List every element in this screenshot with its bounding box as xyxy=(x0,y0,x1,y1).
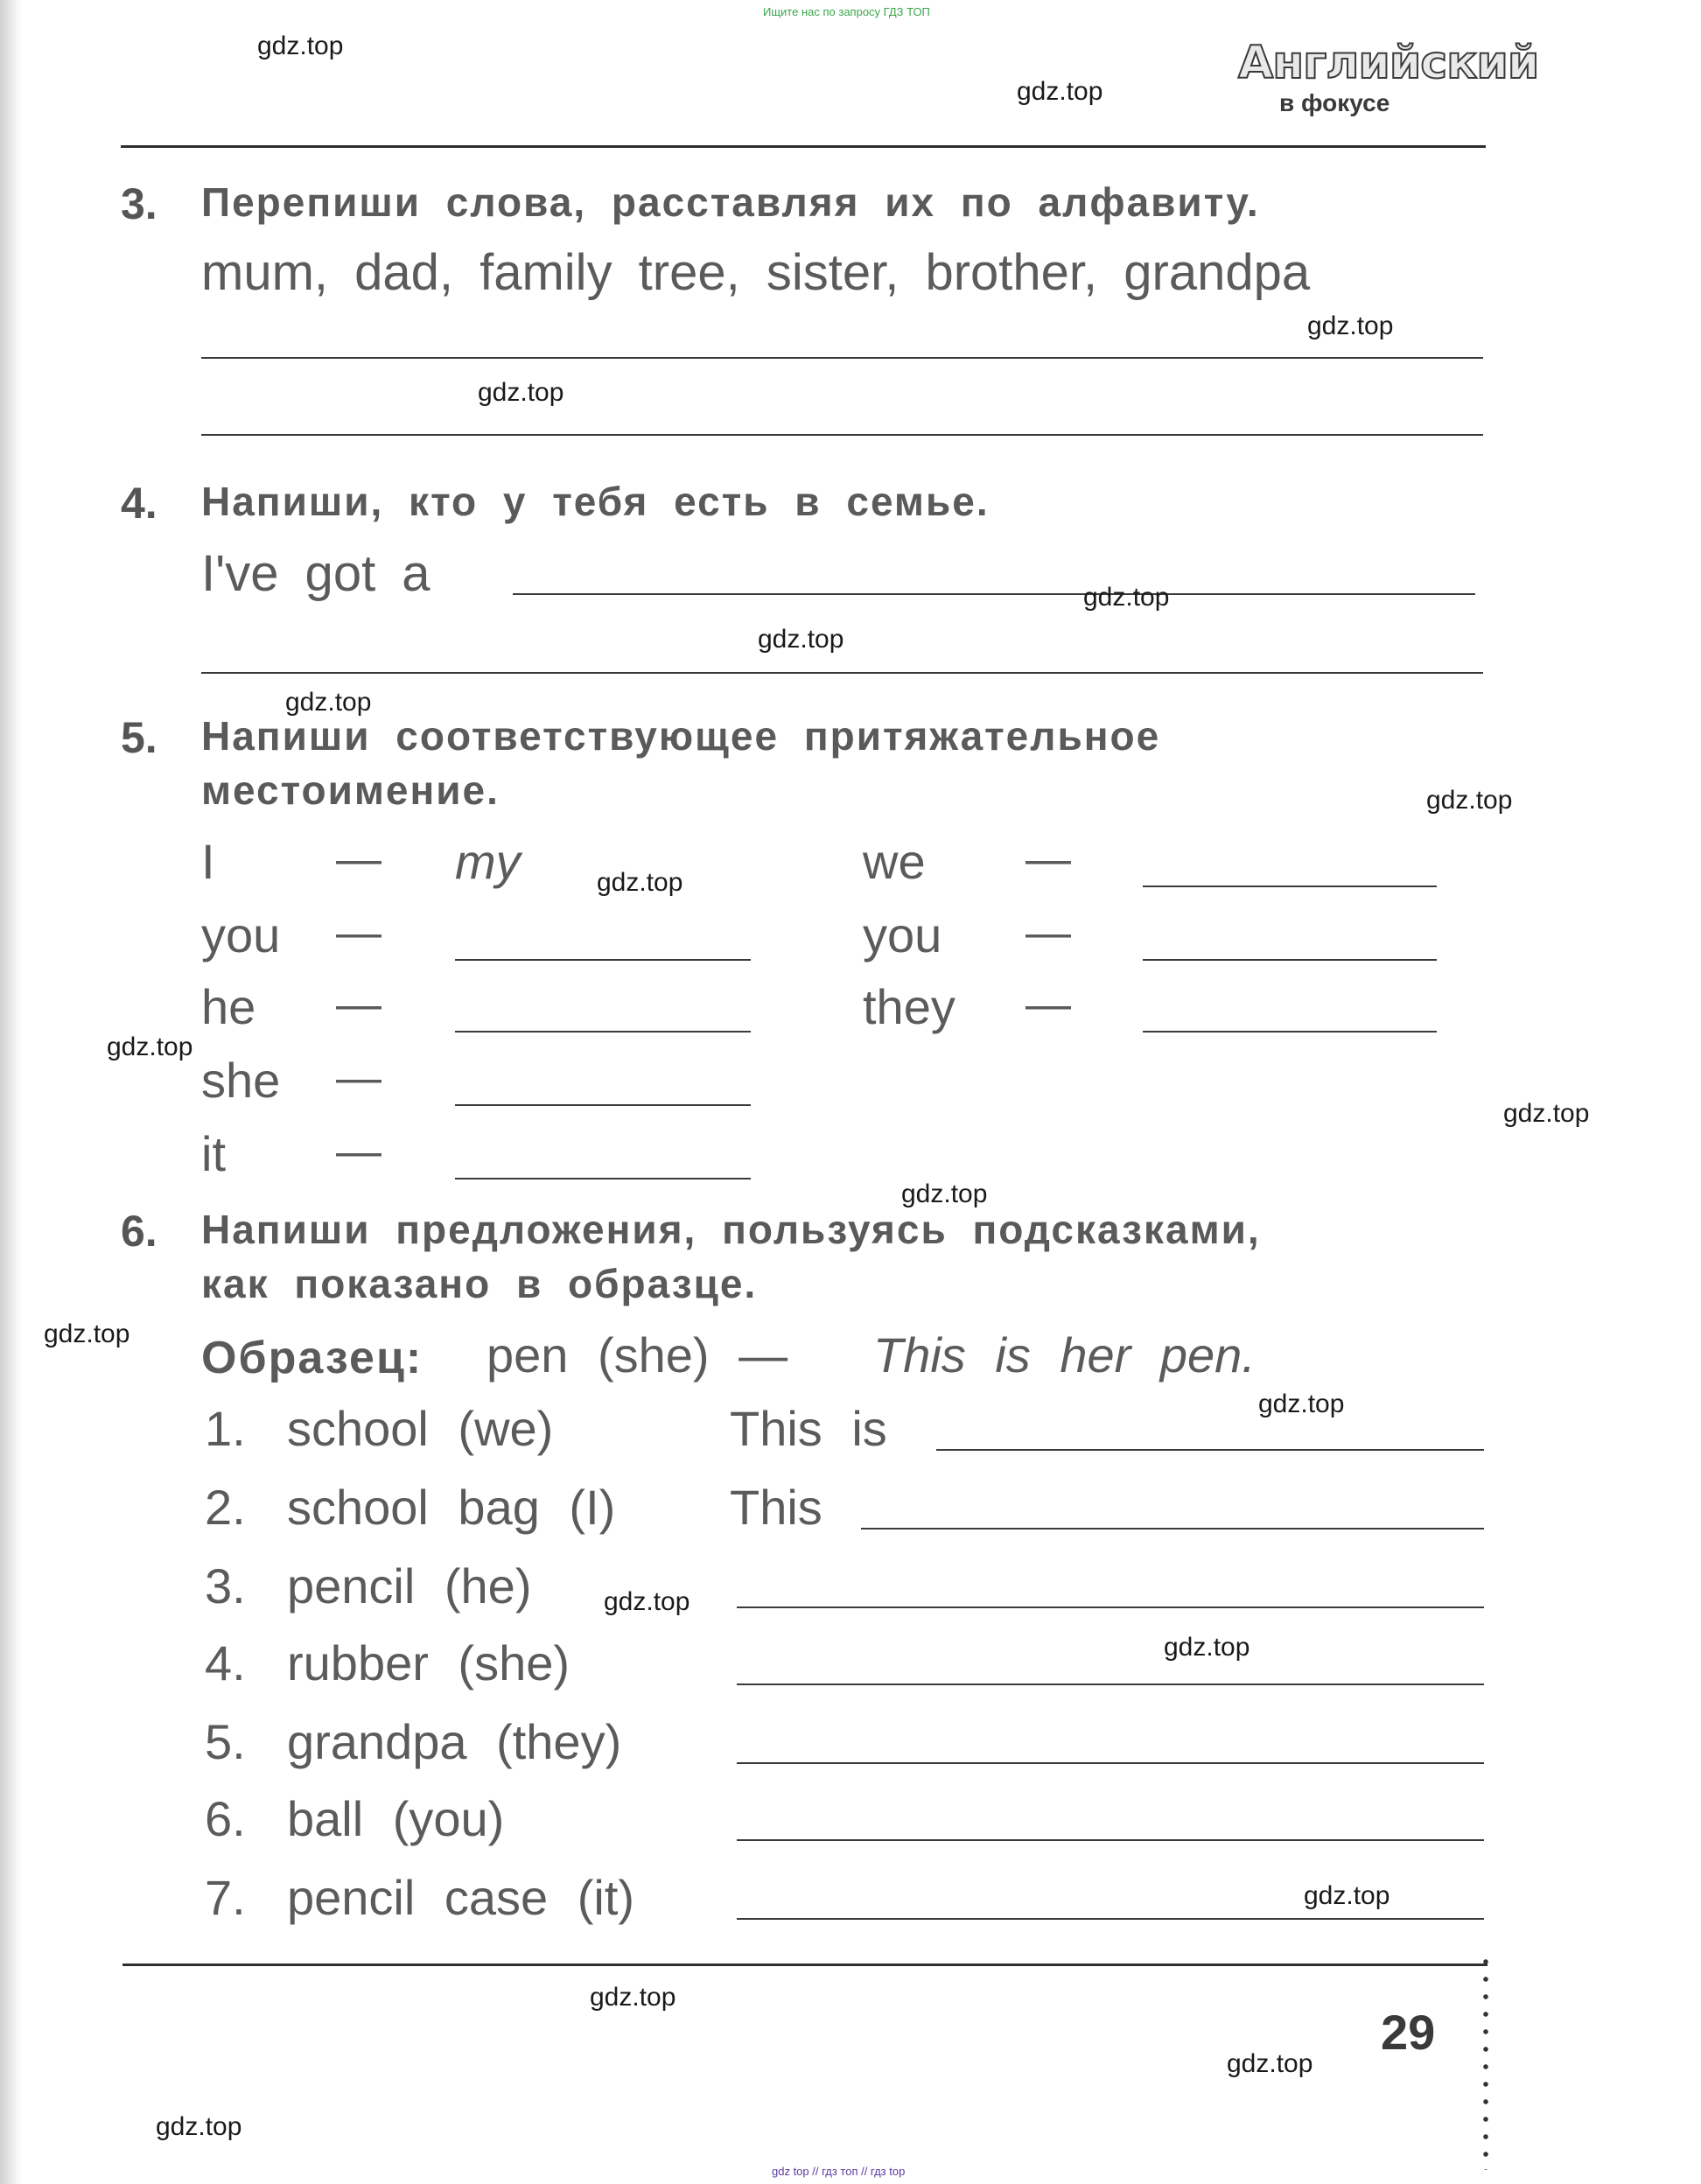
answer-line[interactable] xyxy=(737,1918,1484,1920)
watermark: gdz.top xyxy=(44,1320,130,1348)
item-number: 6. xyxy=(205,1791,246,1846)
answer-line[interactable] xyxy=(936,1449,1484,1451)
answer-line[interactable] xyxy=(1143,959,1437,961)
watermark: gdz.top xyxy=(156,2112,242,2141)
dotted-edge xyxy=(1482,1953,1489,2170)
watermark: gdz.top xyxy=(604,1587,690,1616)
task6-instruction-line2: как показано в образце. xyxy=(201,1261,758,1306)
watermark: gdz.top xyxy=(597,868,683,897)
answer-line[interactable] xyxy=(861,1528,1484,1530)
answer-line[interactable] xyxy=(737,1762,1484,1764)
item-number: 4. xyxy=(205,1635,246,1690)
answer-line[interactable] xyxy=(737,1606,1484,1608)
answer-line[interactable] xyxy=(201,672,1483,674)
pronoun: we xyxy=(863,834,926,889)
item-cue: grandpa (they) xyxy=(287,1714,622,1769)
page-number: 29 xyxy=(1381,2005,1436,2060)
page-edge-shadow xyxy=(0,0,23,2184)
logo-subtitle: в фокусе xyxy=(1279,89,1390,116)
pronoun: it xyxy=(201,1126,226,1181)
item-start: This xyxy=(730,1480,822,1535)
answer-line[interactable] xyxy=(737,1839,1484,1841)
task6-instruction-line1: Напиши предложения, пользуясь подсказками, xyxy=(201,1207,1261,1252)
answer-line[interactable] xyxy=(201,434,1483,436)
task4-number: 4. xyxy=(121,479,158,528)
footer-rule xyxy=(122,1964,1488,1966)
item-number: 3. xyxy=(205,1558,246,1614)
watermark: gdz.top xyxy=(1227,2049,1313,2078)
watermark: gdz.top xyxy=(1258,1390,1345,1418)
pronoun: I xyxy=(201,834,215,889)
task3-words: mum, dad, family tree, sister, brother, grandpa xyxy=(201,244,1311,301)
task5-instruction-line1: Напиши соответствующее притяжательное xyxy=(201,713,1161,759)
item-cue: pencil (he) xyxy=(287,1558,532,1614)
watermark: gdz.top xyxy=(478,378,564,407)
pronoun: they xyxy=(863,979,956,1034)
answer-line[interactable] xyxy=(455,1104,751,1106)
watermark: gdz.top xyxy=(257,32,344,60)
item-cue: rubber (she) xyxy=(287,1635,570,1690)
pronoun: she xyxy=(201,1053,281,1108)
example-answer: This is her pen. xyxy=(873,1327,1256,1382)
example-label: Образец: xyxy=(201,1333,424,1383)
possessive-answer: my xyxy=(455,834,521,889)
task6-number: 6. xyxy=(121,1207,158,1256)
answer-line[interactable] xyxy=(201,357,1483,359)
pronoun: you xyxy=(863,907,942,962)
task5-number: 5. xyxy=(121,713,158,762)
answer-line[interactable] xyxy=(455,959,751,961)
task5-instruction-line2: местоимение. xyxy=(201,767,500,813)
task3-number: 3. xyxy=(121,179,158,228)
watermark: gdz.top xyxy=(107,1032,193,1061)
logo-title: Английский xyxy=(1238,37,1539,89)
watermark: gdz.top xyxy=(1304,1881,1390,1910)
footer-note: gdz top // гдз топ // гдз top xyxy=(772,2165,906,2178)
pronoun: you xyxy=(201,907,281,962)
pronoun: he xyxy=(201,979,256,1034)
item-cue: ball (you) xyxy=(287,1791,505,1846)
task3-instruction: Перепиши слова, расставляя их по алфавиту. xyxy=(201,179,1260,225)
watermark: gdz.top xyxy=(1017,77,1103,106)
answer-line[interactable] xyxy=(455,1178,751,1180)
item-cue: school (we) xyxy=(287,1401,554,1456)
watermark: gdz.top xyxy=(1083,583,1170,612)
task4-prompt: I've got a xyxy=(201,545,430,602)
watermark: gdz.top xyxy=(285,688,372,717)
answer-line[interactable] xyxy=(1143,886,1437,887)
top-note: Ищите нас по запросу ГДЗ ТОП xyxy=(763,5,930,18)
watermark: gdz.top xyxy=(590,1983,676,2012)
task4-instruction: Напиши, кто у тебя есть в семье. xyxy=(201,479,990,524)
watermark: gdz.top xyxy=(1426,786,1513,815)
item-cue: pencil case (it) xyxy=(287,1870,635,1925)
example-cue: pen (she) — xyxy=(486,1327,788,1382)
dash: — xyxy=(1026,979,1071,1030)
answer-line[interactable] xyxy=(737,1684,1484,1685)
answer-line[interactable] xyxy=(1143,1031,1437,1032)
dash: — xyxy=(336,1053,382,1103)
watermark: gdz.top xyxy=(1164,1633,1250,1662)
watermark: gdz.top xyxy=(1307,312,1394,340)
watermark: gdz.top xyxy=(901,1180,988,1208)
watermark: gdz.top xyxy=(758,625,844,654)
answer-line[interactable] xyxy=(455,1031,751,1032)
dash: — xyxy=(336,907,382,958)
item-number: 7. xyxy=(205,1870,246,1925)
dash: — xyxy=(336,1126,382,1177)
dash: — xyxy=(336,979,382,1030)
dash: — xyxy=(336,834,382,885)
dash: — xyxy=(1026,834,1071,885)
watermark: gdz.top xyxy=(1503,1099,1590,1128)
item-number: 1. xyxy=(205,1401,246,1456)
dash: — xyxy=(1026,907,1071,958)
answer-line[interactable] xyxy=(513,593,1475,595)
item-start: This is xyxy=(730,1401,887,1456)
header-rule xyxy=(121,145,1486,148)
item-cue: school bag (I) xyxy=(287,1480,616,1535)
item-number: 2. xyxy=(205,1480,246,1535)
item-number: 5. xyxy=(205,1714,246,1769)
